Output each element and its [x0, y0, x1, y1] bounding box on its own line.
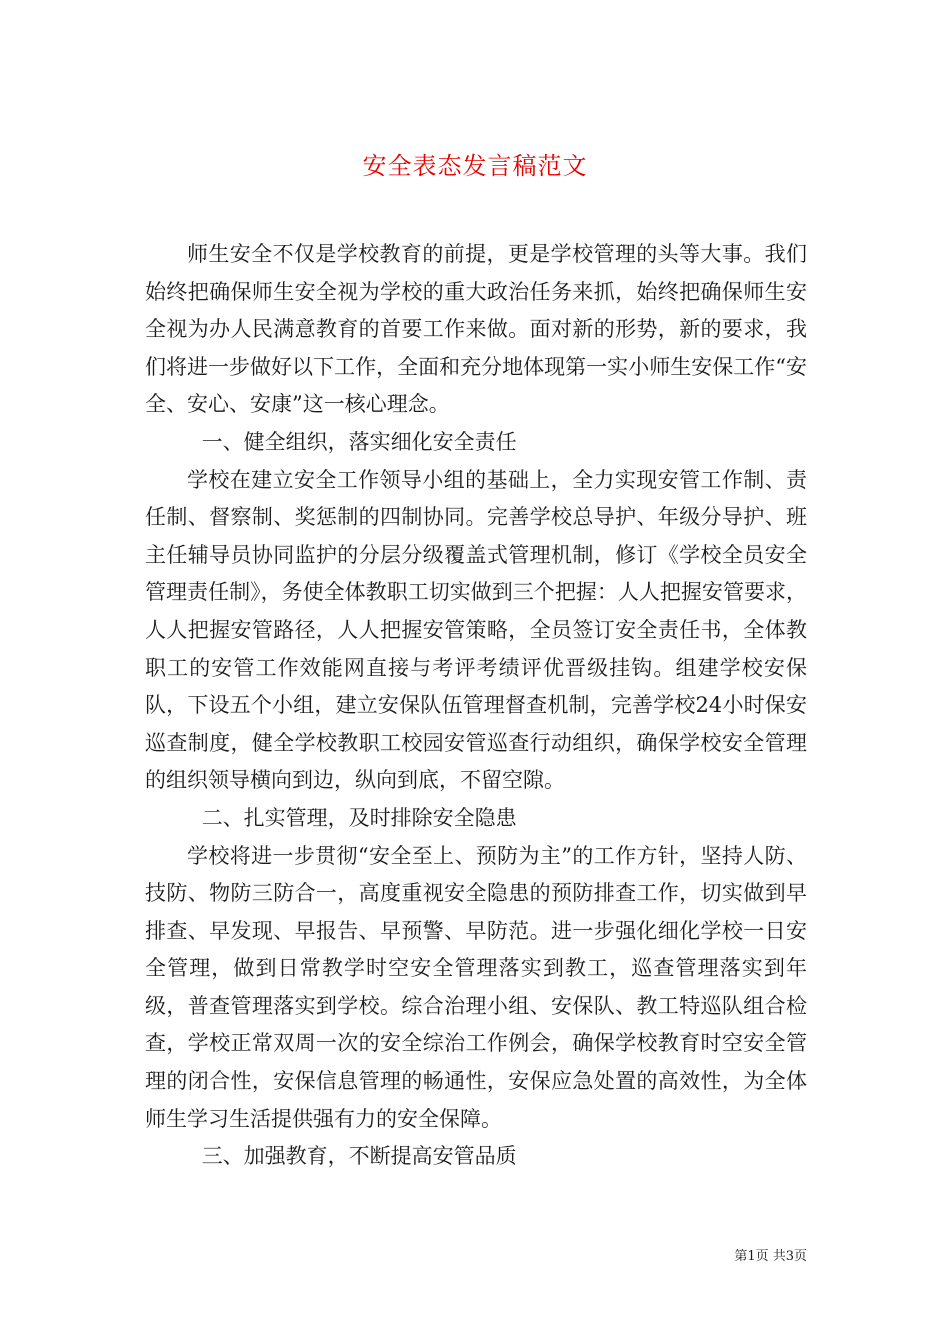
- paragraph-section-2: 学校将进一步贯彻“安全至上、预防为主”的工作方针，坚持人防、技防、物防三防合一，高度重视安全隐患的预防排查工作，切实做到早排查、早发现、早报告、早预警、早防范。进一步强化细化学校一日安全管理，做到日常教学时空安全管理落实到教工，巡查管理落实到年级，普查管理落实到学校。综合治理小组、安保队、教工特巡队组合检查，学校正常双周一次的安全综治工作例会，确保学校教育时空安全管理的闭合性，安保信息管理的畅通性，安保应急处置的高效性，为全体师生学习生活提供强有力的安全保障。: [145, 843, 807, 1131]
- section-heading-1: 一、健全组织，落实细化安全责任: [201, 429, 517, 454]
- document-body: [145, 236, 807, 1176]
- paragraph-intro: 师生安全不仅是学校教育的前提，更是学校管理的头等大事。我们始终把确保师生安全视为学校的重大政治任务来抓，始终把确保师生安全视为办人民满意教育的首要工作来做。面对新的形势，新的要求，我们将进一步做好以下工作，全面和充分地体现第一实小师生安保工作“安全、安心、安康”这一核心理念。: [145, 242, 807, 417]
- section-heading-3: 三、加强教育，不断提高安管品质: [201, 1144, 517, 1169]
- page-number: 第1页 共3页: [734, 1249, 807, 1264]
- section-heading-2: 二、扎实管理，及时排除安全隐患: [201, 805, 517, 830]
- page-title: 安全表态发言稿范文: [362, 152, 588, 181]
- paragraph-section-1: 学校在建立安全工作领导小组的基础上，全力实现安管工作制、责任制、督察制、奖惩制的四制协同。完善学校总导护、年级分导护、班主任辅导员协同监护的分层分级覆盖式管理机制，修订《学校全员安全管理责任制》，务使全体教职工切实做到三个把握：人人把握安管要求，人人把握安管路径，人人把握安管策略，全员签订安全责任书，全体教职工的安管工作效能网直接与考评考绩评优晋级挂钩。组建学校安保队，下设五个小组，建立安保队伍管理督查机制，完善学校24小时保安巡查制度，健全学校教职工校园安管巡查行动组织，确保学校安全管理的组织领导横向到边，纵向到底，不留空隙。: [145, 467, 807, 793]
